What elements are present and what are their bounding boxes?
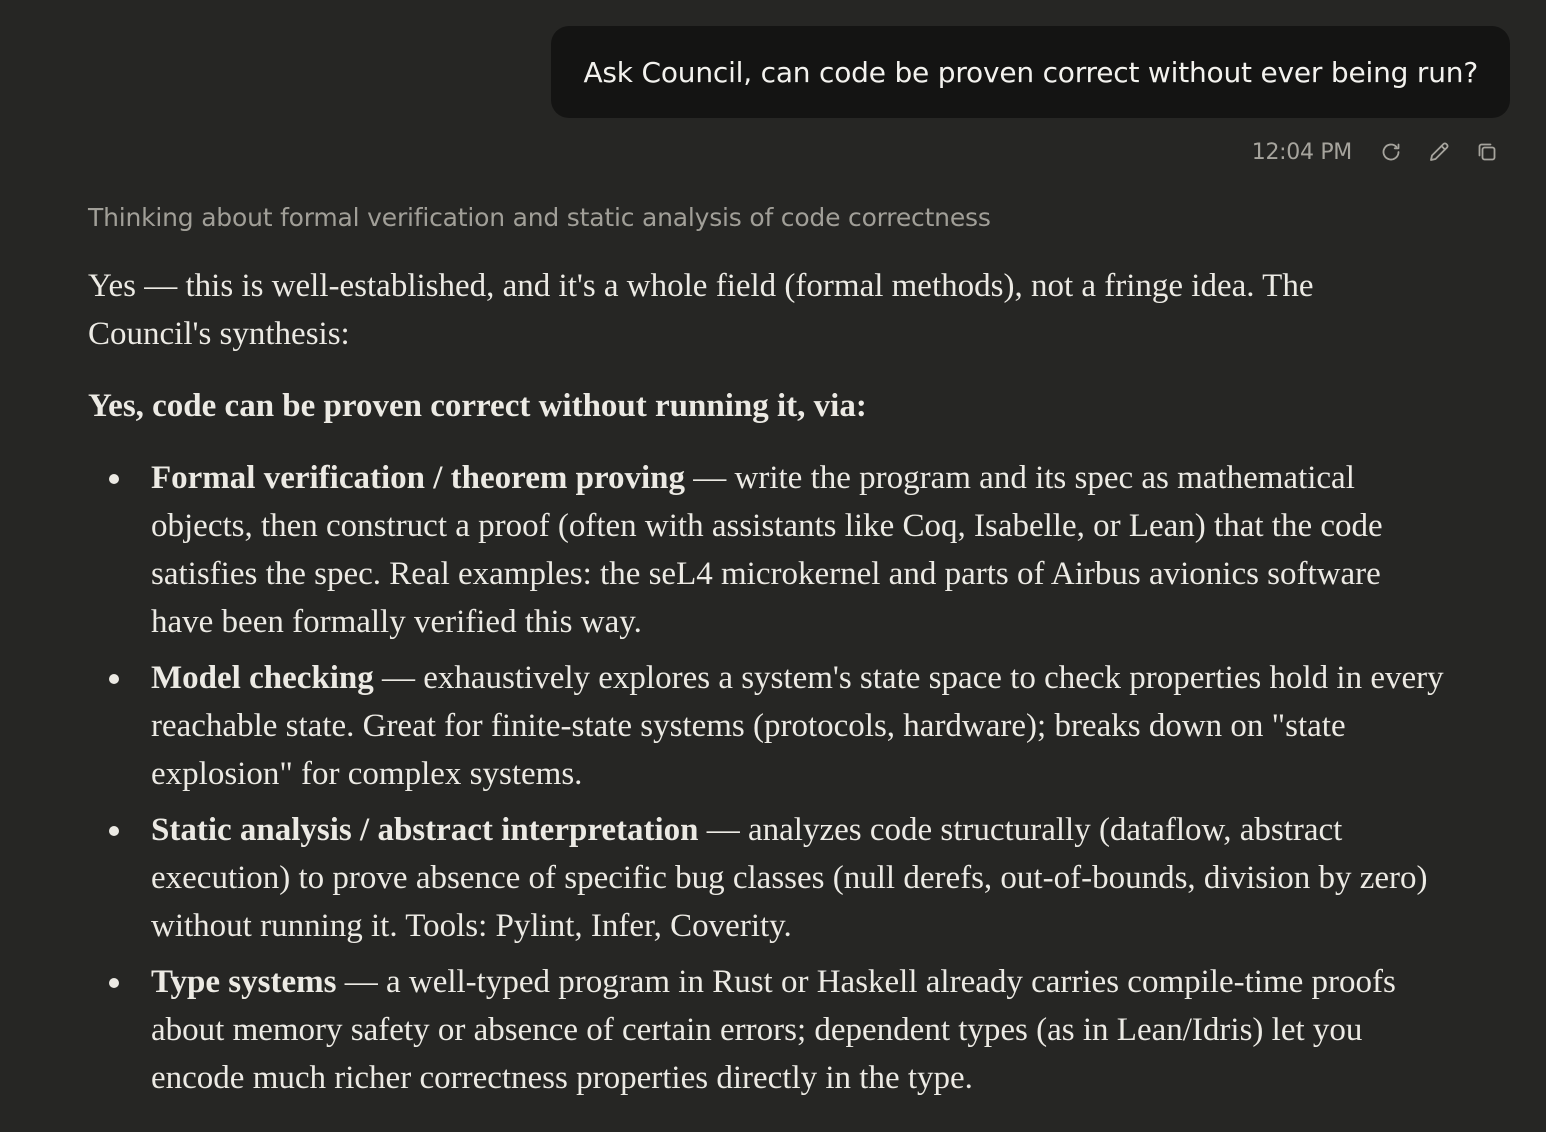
list-item-title: Type systems xyxy=(151,964,337,1000)
list-item xyxy=(151,958,1444,1102)
response-heading: Yes, code can be proven correct without running it, via: xyxy=(88,388,867,424)
edit-icon[interactable] xyxy=(1426,139,1452,165)
response-list xyxy=(88,454,1444,1102)
retry-icon[interactable] xyxy=(1378,139,1404,165)
list-item-title: Formal verification / theorem proving xyxy=(151,460,686,496)
message-timestamp: 12:04 PM xyxy=(1251,139,1352,165)
user-message-bubble xyxy=(551,26,1510,118)
thinking-summary[interactable]: Thinking about formal verification and static analysis of code correctness xyxy=(88,203,991,232)
list-item xyxy=(151,806,1444,950)
list-item-title: Static analysis / abstract interpretation xyxy=(151,812,699,848)
list-item-body: — write the program and its spec as mathematical objects, then construct a proof (often with assistants like Coq, Isabelle, or Lean) that the code satisfies the spec. Real examples: the seL4 microkernel and parts of Airbus avionics software have been formally verified this way. xyxy=(151,460,1383,640)
list-item xyxy=(151,654,1444,798)
list-item-body: — a well-typed program in Rust or Haskell already carries compile-time proofs about memory safety or absence of certain errors; dependent types (as in Lean/Idris) let you encode much richer correctness properties directly in the type. xyxy=(151,964,1396,1096)
copy-icon[interactable] xyxy=(1474,139,1500,165)
user-message-text: Ask Council, can code be proven correct without ever being run? xyxy=(583,55,1478,89)
list-item-body: — exhaustively explores a system's state space to check properties hold in every reachable state. Great for finite-state systems (protocols, hardware); breaks down on "state explosion" for complex systems. xyxy=(151,660,1444,792)
response-intro: Yes — this is well-established, and it's a whole field (formal methods), not a fringe idea. The Council's synthesis: xyxy=(88,268,1314,352)
list-item xyxy=(151,454,1444,646)
message-meta-row xyxy=(1252,132,1500,172)
assistant-response xyxy=(88,262,1444,1110)
list-item-title: Model checking xyxy=(151,660,374,696)
list-item-body: — analyzes code structurally (dataflow, abstract execution) to prove absence of specific bug classes (null derefs, out-of-bounds, division by zero) without running it. Tools: Pylint, Infer, Coverity. xyxy=(151,812,1428,944)
